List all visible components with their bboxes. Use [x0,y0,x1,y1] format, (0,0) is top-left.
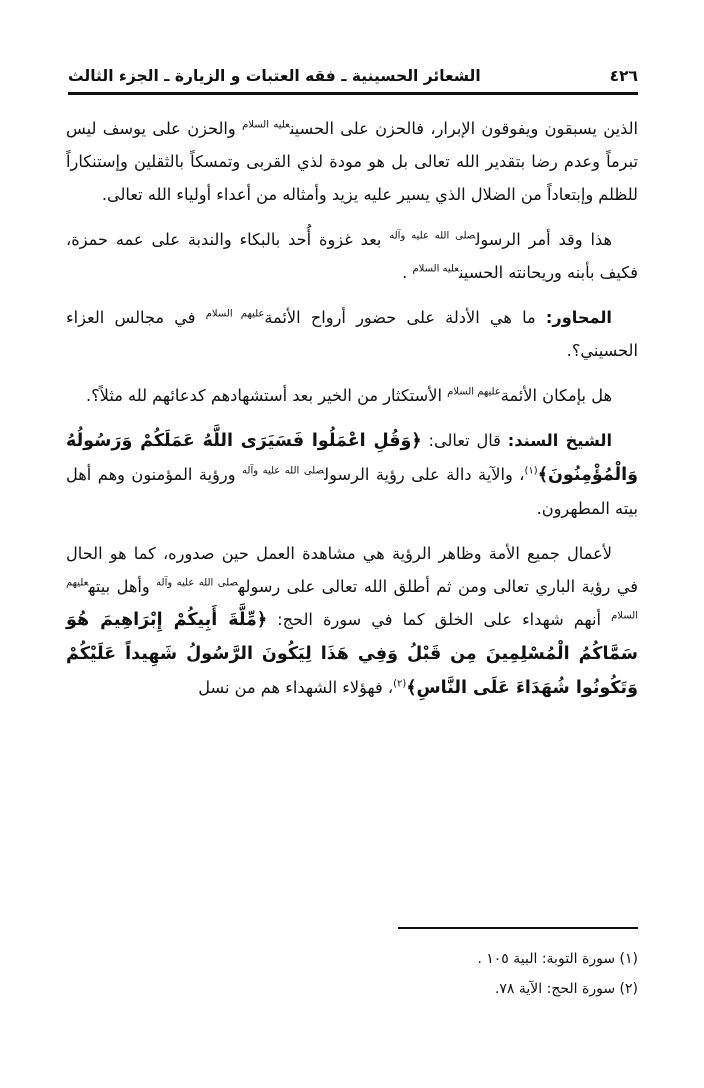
text-run: قال تعالى: [421,431,508,450]
honorific-glyph: صلى الله عليه وآله [156,577,239,589]
text-run: هذا وقد أمر الرسول [475,230,613,249]
honorific-glyph: صلى الله عليه وآله [389,230,476,242]
running-title: الشعائر الحسينية ـ فقه العتبات و الزيارة ـ الجزء الثالث [68,67,481,85]
footnote-1: (١) سورة التوبة: البية ١٠٥ . [477,951,638,967]
footnote-2: (٢) سورة الحج: الآية ٧٨. [494,981,638,997]
text-run: أنهم شهداء على الخلق كما في سورة الحج: [267,610,612,629]
text-run: ، والآية دالة على رؤية الرسول [324,465,525,484]
honorific-glyph: عليه السلام [242,119,290,131]
footnotes [66,944,638,1004]
text-run: لأعمال جميع الأمة وظاهر الرؤية هي مشاهدة العمل حين صدوره، كما هو الحال في رؤية الباري تعالى ومن ثم أطلق الله تعالى على رسوله [66,544,639,596]
footnote-marker: (٢) [393,678,407,690]
text-run: هل بإمكان الأئمة [500,386,612,405]
paragraph-6 [66,537,638,705]
paragraph-1 [66,112,638,211]
text-run: بعد غزوة أُحد بالبكاء والندبة على عمه حمزة، فكيف بأبنه وريحانته الحسين [66,230,638,282]
footnote-marker: (١) [524,465,538,477]
honorific-glyph: صلى الله عليه وآله [242,465,325,477]
text-run: في مجالس العزاء الحسيني؟. [66,308,638,360]
paragraph-5-answer [66,424,638,525]
text-run: الأستكثار من الخير بعد أستشهادهم كدعائهم لله مثلاً؟. [85,386,448,405]
honorific-glyph: عليه السلام [412,263,460,275]
text-run: . [402,263,413,282]
header-rule [68,92,638,95]
quran-verse: ﴿مِّلَّةَ أَبِيكُمْ إِبْرَاهِيمَ هُوَ سَمَّاكُمُ الْمُسْلِمِينَ مِن قَبْلُ وَفِي هَذَا لِيَكُونَ الرَّسُولُ شَهِيداً عَلَيْكُمْ وَتَكُونُوا شُهَدَاءَ عَلَى النَّاسِ﴾ [66,610,638,698]
paragraph-4 [66,379,638,412]
text-run: ، فهؤلاء الشهداء هم من نسل [198,678,394,697]
quran-verse: ﴿وَقُلِ اعْمَلُوا فَسَيَرَى اللَّهُ عَمَلَكُمْ وَرَسُولُهُ وَالْمُؤْمِنُونَ﴾ [66,431,638,485]
main-text [66,112,638,717]
text-run: والحزن على يوسف ليس تبرماً وعدم رضا بتقدير الله تعالى بل هو مودة لذي القربى وتمسكاً بالثقلين وإستنكاراً للظلم وإبتعاداً من الضلال الذي يسير عليه يزيد وأمثاله من أعداء أولياء الله تعالى. [66,119,638,204]
honorific-glyph: عليهم السلام [66,577,638,622]
honorific-glyph: عليهم السلام [205,308,265,320]
paragraph-2 [66,223,638,289]
footnote-rule [398,927,638,929]
honorific-glyph: عليهم السلام [447,386,501,398]
text-run: ما هي الأدلة على حضور أرواح الأئمة [264,308,546,327]
text-run: وأهل بيته [88,577,157,596]
text-run: الذين يسبقون ويفوقون الإبرار، فالحزن على الحسين [289,119,639,138]
speaker-label: المحاور: [545,308,612,327]
paragraph-3-question [66,301,638,367]
speaker-label: الشيخ السند: [507,431,613,450]
page-header [68,62,638,90]
page-number: ٤٢٦ [609,67,638,85]
text-run: ورؤية المؤمنون وهم أهل بيته المطهرون. [66,465,638,518]
